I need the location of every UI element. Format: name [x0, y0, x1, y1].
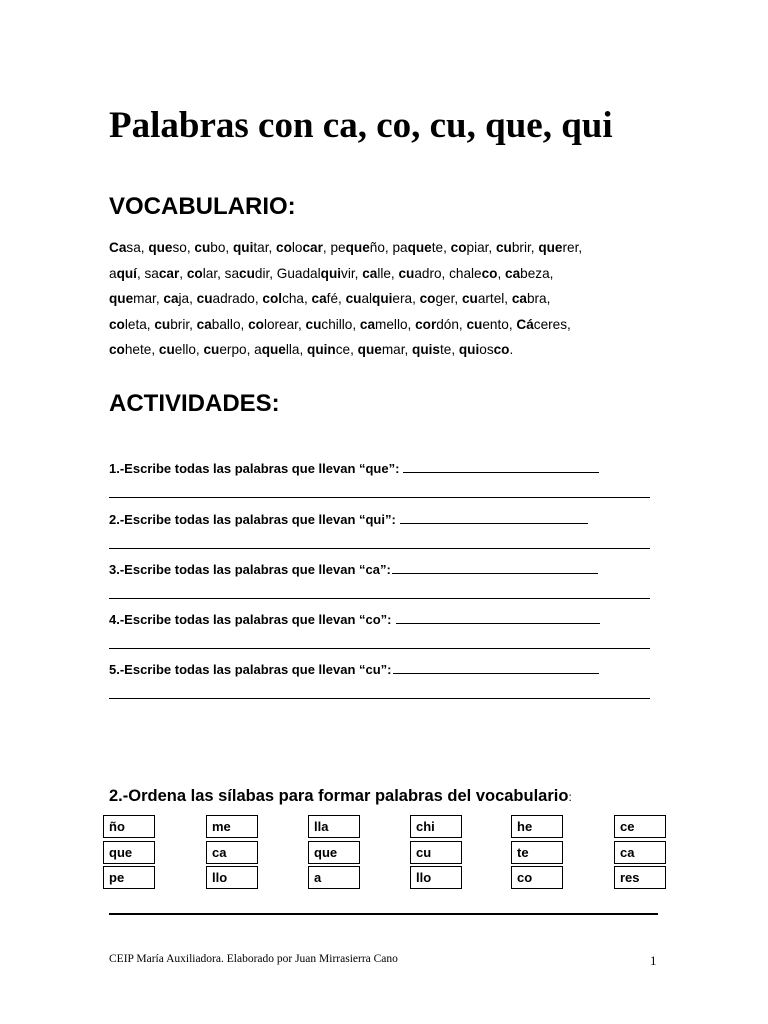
vocabulary-fragment: so,	[172, 240, 195, 255]
vocabulary-fragment: dón,	[436, 316, 467, 332]
vocabulary-fragment: a	[109, 265, 117, 281]
vocabulary-fragment: mello,	[375, 316, 416, 332]
vocabulary-fragment: brir,	[170, 316, 197, 332]
vocabulary-fragment: ceres,	[533, 316, 571, 332]
vocabulary-fragment: cha,	[282, 291, 312, 306]
vocabulary-text	[109, 235, 669, 363]
vocabulary-fragment: .	[509, 342, 514, 357]
highlighted-syllable: ca	[362, 265, 378, 281]
activity-item	[109, 511, 669, 527]
footer-divider	[109, 913, 658, 915]
vocabulary-fragment: ño, pa	[369, 240, 408, 255]
highlighted-syllable: co	[109, 342, 125, 357]
activity-prompt: 4.-Escribe todas las palabras que llevan “co”:	[109, 612, 392, 627]
vocabulary-fragment: ello,	[174, 342, 204, 357]
answer-blank[interactable]	[396, 611, 600, 624]
vocabulary-fragment: mar,	[133, 291, 164, 306]
highlighted-syllable: co	[186, 265, 203, 281]
highlighted-syllable: quis	[412, 342, 440, 357]
highlighted-syllable: cu	[496, 240, 512, 255]
highlighted-syllable: ca	[359, 316, 376, 332]
syllable-cell: lla	[308, 815, 360, 838]
highlighted-syllable: ca	[505, 265, 521, 281]
syllable-cell: chi	[410, 815, 462, 838]
vocabulary-fragment: leta,	[124, 316, 155, 332]
page-title: Palabras con ca, co, cu, que, qui	[109, 105, 613, 146]
highlighted-syllable: que	[261, 342, 286, 357]
highlighted-syllable: cu	[196, 291, 213, 306]
vocabulary-fragment: artel,	[477, 291, 512, 306]
vocabulary-fragment: te,	[439, 342, 459, 357]
answer-line[interactable]	[109, 548, 650, 549]
highlighted-syllable: ca	[163, 291, 179, 306]
vocabulary-fragment: erpo, a	[219, 342, 262, 357]
vocabulary-line	[109, 312, 669, 338]
syllable-cell: que	[308, 841, 360, 864]
activity-prompt: 3.-Escribe todas las palabras que llevan “ca”:	[109, 562, 391, 577]
vocabulary-fragment: lorear,	[263, 316, 306, 332]
vocabulary-fragment: ja,	[178, 291, 197, 306]
exercise2-colon: :	[568, 790, 572, 804]
vocabulary-fragment: lar, sa	[202, 265, 240, 281]
highlighted-syllable: car	[302, 240, 323, 255]
activity-prompt: 1.-Escribe todas las palabras que llevan “que”:	[109, 461, 400, 476]
vocabulary-fragment: era,	[392, 291, 420, 306]
vocabulary-fragment: lo	[291, 240, 303, 255]
activities-heading: ACTIVIDADES:	[109, 390, 280, 417]
highlighted-syllable: col	[262, 291, 283, 306]
highlighted-syllable: que	[538, 240, 563, 255]
highlighted-syllable: cu	[203, 342, 220, 357]
vocabulary-fragment: ger,	[435, 291, 462, 306]
highlighted-syllable: cor	[415, 316, 437, 332]
activity-prompt: 5.-Escribe todas las palabras que llevan “cu”:	[109, 662, 392, 677]
highlighted-syllable: cu	[158, 342, 175, 357]
vocabulary-fragment: ce,	[335, 342, 358, 357]
vocabulary-fragment: , pe	[322, 240, 346, 255]
highlighted-syllable: Cá	[516, 316, 534, 332]
highlighted-syllable: cu	[239, 265, 255, 281]
activity-item	[109, 561, 669, 577]
vocabulary-fragment: adro, chale	[414, 265, 482, 281]
vocabulary-fragment: ,	[179, 265, 187, 281]
highlighted-syllable: que	[407, 240, 432, 255]
highlighted-syllable: que	[148, 240, 173, 255]
vocabulary-fragment: al	[361, 291, 373, 306]
highlighted-syllable: cu	[398, 265, 415, 281]
highlighted-syllable: co	[109, 316, 125, 332]
highlighted-syllable: co	[493, 342, 510, 357]
activity-item	[109, 460, 669, 476]
answer-line[interactable]	[109, 497, 650, 498]
answer-blank[interactable]	[392, 561, 598, 574]
answer-blank[interactable]	[403, 460, 599, 473]
syllable-cell: llo	[206, 866, 258, 889]
highlighted-syllable: qui	[372, 291, 393, 306]
highlighted-syllable: que	[109, 291, 134, 306]
vocabulary-fragment: rer,	[562, 240, 583, 255]
syllable-cell: ca	[206, 841, 258, 864]
answer-line[interactable]	[109, 598, 650, 599]
syllable-cell: que	[103, 841, 155, 864]
syllable-cell: res	[614, 866, 666, 889]
highlighted-syllable: qui	[458, 342, 480, 357]
highlighted-syllable: qui	[232, 240, 254, 255]
highlighted-syllable: cu	[154, 316, 171, 332]
syllable-cell: llo	[410, 866, 462, 889]
highlighted-syllable: co	[481, 265, 498, 281]
vocabulary-line	[109, 286, 669, 312]
highlighted-syllable: co	[276, 240, 292, 255]
vocabulary-fragment: brir,	[511, 240, 539, 255]
vocabulary-fragment: lla,	[285, 342, 308, 357]
vocabulary-fragment: ballo,	[211, 316, 249, 332]
vocabulary-fragment: fé,	[326, 291, 346, 306]
exercise2-title	[109, 787, 572, 806]
vocabulary-fragment: vir,	[341, 265, 363, 281]
highlighted-syllable: cu	[194, 240, 211, 255]
vocabulary-fragment: hete,	[124, 342, 159, 357]
vocabulary-line	[109, 235, 669, 261]
syllable-cell: ño	[103, 815, 155, 838]
activity-item	[109, 661, 669, 677]
highlighted-syllable: quí	[116, 265, 137, 281]
highlighted-syllable: que	[345, 240, 370, 255]
vocabulary-fragment: te,	[431, 240, 451, 255]
highlighted-syllable: co	[450, 240, 467, 255]
syllable-cell: co	[511, 866, 563, 889]
highlighted-syllable: co	[248, 316, 264, 332]
syllable-cell: ce	[614, 815, 666, 838]
vocabulary-fragment: mar,	[381, 342, 413, 357]
highlighted-syllable: ca	[311, 291, 327, 306]
syllable-cell: ca	[614, 841, 666, 864]
activity-item	[109, 611, 669, 627]
vocabulary-fragment: ,	[497, 265, 506, 281]
vocabulary-fragment: , sa	[136, 265, 159, 281]
highlighted-syllable: ca	[511, 291, 527, 306]
vocabulary-fragment: beza,	[520, 265, 554, 281]
page-number: 1	[650, 953, 657, 968]
exercise2-title-text: 2.-Ordena las sílabas para formar palabras del vocabulario	[109, 787, 569, 805]
highlighted-syllable: co	[419, 291, 436, 306]
footer-credit: CEIP María Auxiliadora. Elaborado por Juan Mirrasierra Cano	[109, 953, 398, 965]
answer-line[interactable]	[109, 648, 650, 649]
vocabulary-fragment: lle,	[377, 265, 399, 281]
highlighted-syllable: cu	[345, 291, 362, 306]
answer-line[interactable]	[109, 698, 650, 699]
vocabulary-fragment: piar,	[466, 240, 496, 255]
vocabulary-line	[109, 337, 669, 363]
vocabulary-fragment: bo,	[210, 240, 233, 255]
highlighted-syllable: Ca	[109, 240, 127, 255]
vocabulary-fragment: ento,	[482, 316, 517, 332]
vocabulary-fragment: os	[479, 342, 494, 357]
vocabulary-line	[109, 261, 669, 287]
vocabulary-heading: VOCABULARIO:	[109, 193, 296, 220]
syllable-cell: me	[206, 815, 258, 838]
vocabulary-fragment: bra,	[526, 291, 551, 306]
vocabulary-fragment: adrado,	[212, 291, 263, 306]
highlighted-syllable: car	[158, 265, 180, 281]
highlighted-syllable: que	[357, 342, 382, 357]
highlighted-syllable: ca	[196, 316, 212, 332]
vocabulary-fragment: tar,	[253, 240, 277, 255]
vocabulary-fragment: sa,	[126, 240, 149, 255]
highlighted-syllable: qui	[320, 265, 342, 281]
highlighted-syllable: cu	[466, 316, 483, 332]
answer-blank[interactable]	[400, 511, 588, 524]
syllable-cell: te	[511, 841, 563, 864]
syllable-cell: cu	[410, 841, 462, 864]
highlighted-syllable: quin	[307, 342, 336, 357]
answer-blank[interactable]	[393, 661, 599, 674]
activity-prompt: 2.-Escribe todas las palabras que llevan “qui”:	[109, 512, 396, 527]
highlighted-syllable: cu	[461, 291, 478, 306]
vocabulary-fragment: chillo,	[321, 316, 360, 332]
syllable-cell: he	[511, 815, 563, 838]
highlighted-syllable: cu	[305, 316, 322, 332]
vocabulary-fragment: dir, Guadal	[254, 265, 321, 281]
syllable-cell: pe	[103, 866, 155, 889]
syllable-cell: a	[308, 866, 360, 889]
